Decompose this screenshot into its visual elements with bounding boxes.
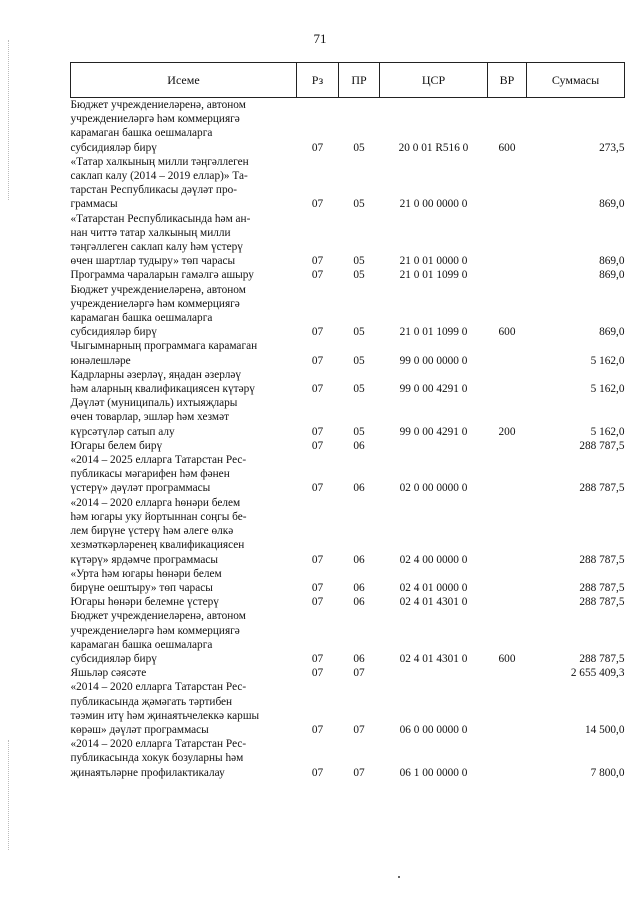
- cell-csr: 20 0 01 R516 0: [398, 141, 469, 154]
- cell-pr: 06: [353, 581, 365, 594]
- cell-csr: 21 0 01 1099 0: [399, 269, 468, 282]
- cell-name: «Татарстан Республикасында һәм ан- нан читтә татар халкының милли тәңгәллеген саклап калу һәм үстерү өчен шартлар тудыру» төп чарасы: [70, 212, 251, 268]
- cell-pr: 05: [353, 269, 365, 282]
- cell-sum: 5 162,0: [590, 383, 625, 396]
- cell-vr: 600: [498, 652, 516, 665]
- cell-csr: 02 0 00 0000 0: [399, 482, 468, 495]
- column-header-vr: ВР: [488, 63, 527, 98]
- cell-rz: 07: [311, 596, 324, 609]
- cell-vr: [488, 155, 527, 212]
- cell-rz: 07: [311, 255, 324, 268]
- cell-csr: 02 4 01 4301 0: [399, 652, 468, 665]
- cell-vr: [488, 737, 527, 780]
- cell-csr: [380, 439, 488, 453]
- left-margin-dots-lower: [8, 740, 11, 850]
- cell-vr: [488, 368, 527, 396]
- cell-name: «2014 – 2025 елларга Татарстан Рес- публикасы мәгарифен һәм фәнен үстерү» дәүләт программасы: [70, 454, 247, 495]
- table-row: [71, 212, 625, 269]
- cell-sum: 14 500,0: [584, 723, 625, 736]
- cell-sum: 7 800,0: [590, 766, 625, 779]
- column-header-csr: ЦСР: [380, 63, 488, 98]
- cell-sum: 869,0: [599, 198, 625, 211]
- cell-name: «2014 – 2020 елларга Татарстан Рес- публикасында җәмәгать тәртибен тәэмин итү һәм җинаятьчелеккә каршы көрәш» дәүләт программасы: [70, 681, 260, 736]
- cell-sum: 273,5: [599, 141, 625, 154]
- cell-csr: 21 0 01 1099 0: [399, 326, 468, 339]
- cell-pr: 05: [353, 198, 365, 211]
- table-row: [71, 396, 625, 439]
- table-row: [71, 339, 625, 367]
- table-row: [71, 268, 625, 282]
- table-header-row: [71, 63, 625, 98]
- table-row: [71, 98, 625, 155]
- cell-vr: [488, 567, 527, 595]
- cell-pr: 07: [353, 723, 365, 736]
- cell-pr: 06: [353, 553, 365, 566]
- cell-pr: 05: [353, 425, 365, 438]
- table-body: [71, 98, 625, 780]
- cell-sum: 288 787,5: [579, 581, 625, 594]
- table-row: [71, 496, 625, 567]
- cell-csr: 02 4 00 0000 0: [399, 553, 468, 566]
- cell-vr: [488, 680, 527, 737]
- cell-csr: 02 4 01 4301 0: [399, 596, 468, 609]
- scan-speck: [398, 876, 400, 878]
- cell-vr: [488, 268, 527, 282]
- column-header-name: Исеме: [71, 63, 297, 98]
- cell-pr: 06: [353, 652, 365, 665]
- page-number: 71: [313, 31, 327, 46]
- cell-pr: 05: [353, 354, 365, 367]
- cell-csr: 99 0 00 4291 0: [399, 383, 468, 396]
- left-margin-dots: [8, 40, 11, 200]
- table-row: [71, 368, 625, 396]
- budget-table: [70, 62, 625, 780]
- cell-vr: [488, 439, 527, 453]
- cell-name: Чыгымнарның программага карамаган юнәлешләре: [70, 340, 258, 367]
- cell-rz: 07: [311, 326, 324, 339]
- cell-pr: 07: [353, 766, 365, 779]
- cell-vr: [488, 496, 527, 567]
- cell-sum: 869,0: [599, 269, 625, 282]
- cell-csr: 21 0 01 0000 0: [399, 255, 468, 268]
- cell-pr: 07: [353, 667, 365, 680]
- cell-pr: 05: [353, 141, 365, 154]
- cell-rz: 07: [311, 553, 324, 566]
- column-header-rz: Рз: [297, 63, 339, 98]
- cell-sum: 288 787,5: [579, 439, 625, 452]
- cell-sum: 5 162,0: [590, 354, 625, 367]
- cell-vr: [488, 453, 527, 496]
- cell-name: Югары белем бирү: [70, 439, 163, 452]
- cell-pr: 05: [353, 255, 365, 268]
- cell-csr: 06 1 00 0000 0: [399, 766, 468, 779]
- table-row: [71, 666, 625, 680]
- cell-csr: 02 4 01 0000 0: [399, 581, 468, 594]
- table-row: [71, 595, 625, 609]
- cell-vr: [488, 212, 527, 269]
- cell-rz: 07: [311, 766, 324, 779]
- table-row: [71, 737, 625, 780]
- cell-name: Бюджет учреждениеләренә, автоном учреждениеләргә һәм коммерциягә карамаган башка оешмаларга субсидияләр бирү: [70, 99, 246, 154]
- cell-sum: 869,0: [599, 326, 625, 339]
- cell-rz: 07: [311, 723, 324, 736]
- cell-csr: 99 0 00 0000 0: [399, 354, 468, 367]
- cell-csr: [380, 666, 488, 680]
- cell-rz: 07: [311, 141, 324, 154]
- cell-vr: [488, 339, 527, 367]
- table-row: [71, 439, 625, 453]
- cell-vr: 600: [498, 141, 516, 154]
- cell-rz: 07: [311, 482, 324, 495]
- column-header-sum: Суммасы: [527, 63, 625, 98]
- cell-name: «Урта һәм югары һөнәри белем бирүне оештыру» төп чарасы: [70, 567, 222, 594]
- cell-rz: 07: [311, 652, 324, 665]
- cell-name: Яшьләр сәясәте: [70, 667, 147, 680]
- cell-rz: 07: [311, 198, 324, 211]
- cell-sum: 288 787,5: [579, 596, 625, 609]
- table-row: [71, 609, 625, 666]
- cell-pr: 06: [353, 482, 365, 495]
- cell-csr: 21 0 00 0000 0: [399, 198, 468, 211]
- cell-csr: 06 0 00 0000 0: [399, 723, 468, 736]
- cell-sum: 2 655 409,3: [570, 667, 625, 680]
- cell-rz: 07: [311, 383, 324, 396]
- cell-csr: 99 0 00 4291 0: [399, 425, 468, 438]
- table-row: [71, 283, 625, 340]
- table-row: [71, 567, 625, 595]
- cell-sum: 5 162,0: [590, 425, 625, 438]
- cell-pr: 05: [353, 383, 365, 396]
- cell-name: «2014 – 2020 елларга Татарстан Рес- публикасында хокук бозуларны һәм җинаятьләрне профилактикалау: [70, 738, 247, 779]
- cell-name: Бюджет учреждениеләренә, автоном учреждениеләргә һәм коммерциягә карамаган башка оешмаларга субсидияләр бирү: [70, 610, 246, 665]
- cell-rz: 07: [311, 581, 324, 594]
- cell-name: Бюджет учреждениеләренә, автоном учреждениеләргә һәм коммерциягә карамаган башка оешмаларга субсидияләр бирү: [70, 283, 246, 339]
- cell-rz: 07: [311, 354, 324, 367]
- table-row: [71, 155, 625, 212]
- cell-name: Кадрларны әзерләү, яңадан әзерләү һәм аларның квалификациясен күтәрү: [70, 368, 255, 396]
- cell-name: Югары һөнәри белемне үстерү: [70, 596, 219, 609]
- cell-rz: 07: [311, 269, 324, 282]
- cell-rz: 07: [311, 667, 324, 680]
- cell-pr: 06: [353, 439, 365, 452]
- cell-vr: 200: [498, 425, 516, 438]
- cell-name: Программа чараларын гамәлгә ашыру: [70, 269, 254, 282]
- cell-name: «2014 – 2020 елларга һөнәри белем һәм югары уку йортыннан соңгы бе- лем бирүне үстерү һәм әлеге өлкә хезмәткәрләренең квалификациясен күтәрү» ярдәмче программасы: [70, 496, 247, 566]
- cell-sum: 869,0: [599, 255, 625, 268]
- cell-sum: 288 787,5: [579, 553, 625, 566]
- cell-rz: 07: [311, 439, 324, 452]
- column-header-pr: ПР: [339, 63, 380, 98]
- cell-sum: 288 787,5: [579, 482, 625, 495]
- cell-vr: [488, 595, 527, 609]
- table-row: [71, 680, 625, 737]
- cell-vr: [488, 666, 527, 680]
- cell-pr: 05: [353, 326, 365, 339]
- cell-pr: 06: [353, 596, 365, 609]
- cell-name: «Татар халкының милли тәңгәллеген саклап калу (2014 – 2019 еллар)» Та- тарстан Республикасы дәүләт про- граммасы: [70, 155, 249, 211]
- cell-sum: 288 787,5: [579, 652, 625, 665]
- cell-name: Дәүләт (муниципаль) ихтыяҗлары өчен товарлар, эшләр һәм хезмәт күрсәтүләр сатып алу: [70, 397, 238, 438]
- cell-vr: 600: [498, 326, 516, 339]
- cell-rz: 07: [311, 425, 324, 438]
- table-row: [71, 453, 625, 496]
